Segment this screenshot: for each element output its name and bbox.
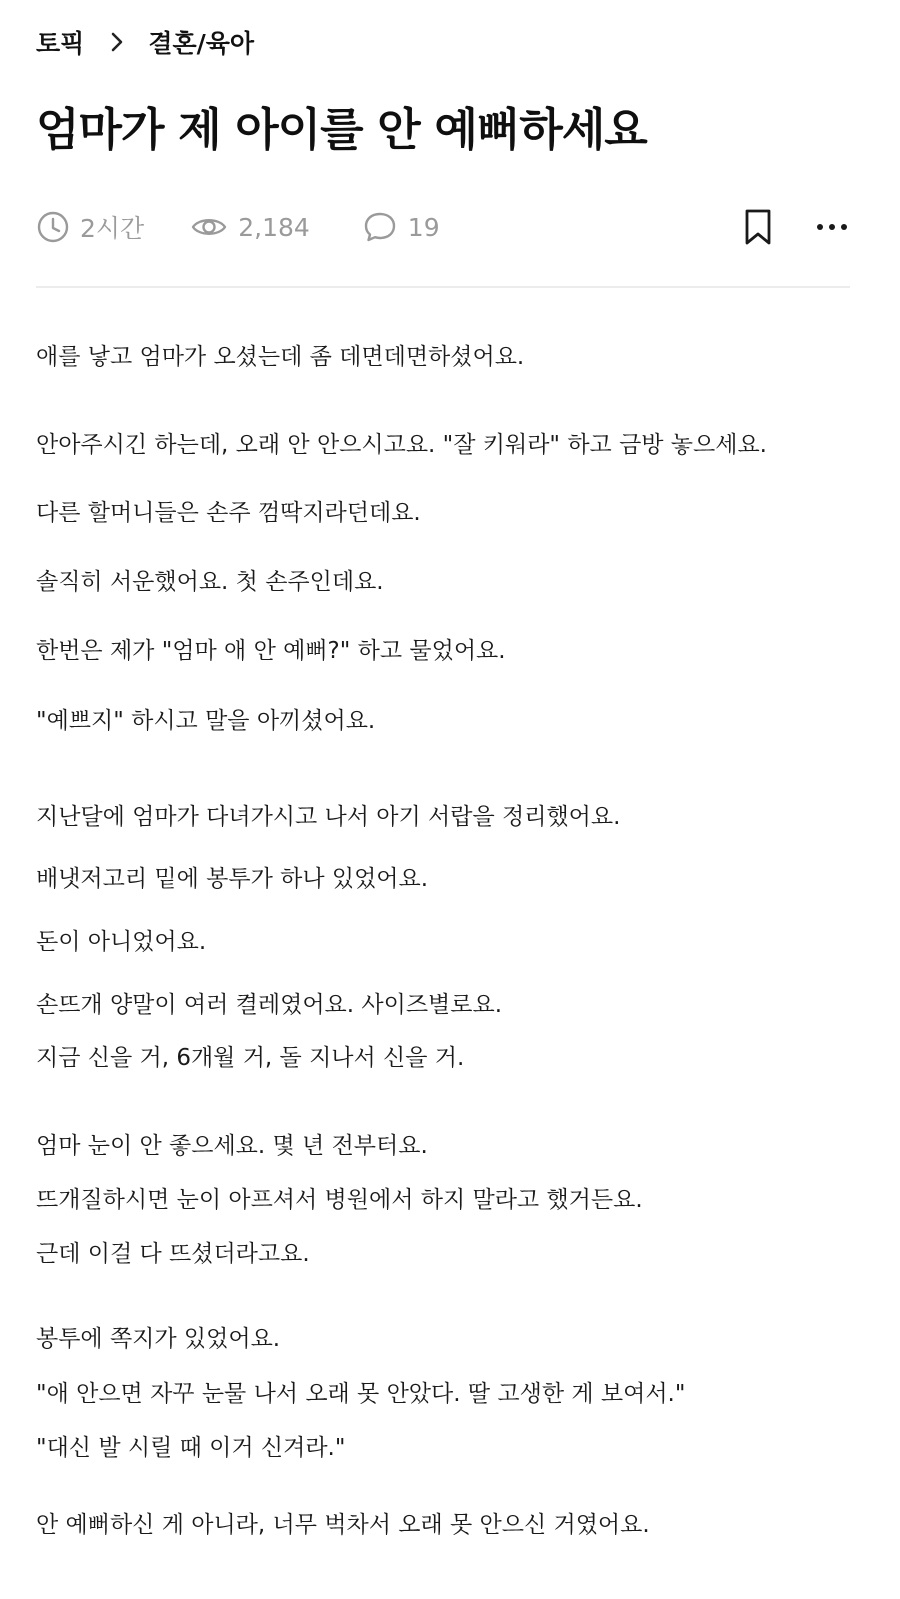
post-views	[190, 210, 310, 244]
body-line: 근데 이걸 다 뜨셨더라고요.	[36, 1241, 310, 1267]
comments-value: 19	[407, 212, 440, 242]
more-dots-icon	[816, 222, 848, 232]
body-line: 뜨개질하시면 눈이 아프셔서 병원에서 하지 말라고 했거든요.	[36, 1187, 643, 1213]
chevron-right-icon	[110, 31, 124, 53]
body-line: 솔직히 서운했어요. 첫 손주인데요.	[36, 569, 384, 595]
page-title: 엄마가 제 아이를 안 예뻐하세요	[36, 103, 647, 156]
speech-bubble-icon	[362, 210, 398, 244]
bookmark-button[interactable]	[740, 207, 776, 247]
divider	[36, 286, 850, 288]
body-line: 돈이 아니었어요.	[36, 929, 207, 955]
breadcrumb	[36, 22, 254, 62]
body-line: 한번은 제가 "엄마 애 안 예뻐?" 하고 물었어요.	[36, 638, 506, 664]
post-meta	[36, 204, 850, 250]
body-line: 애를 낳고 엄마가 오셨는데 좀 데면데면하셨어요.	[36, 344, 525, 370]
eye-icon	[190, 210, 228, 244]
breadcrumb-category[interactable]: 결혼/육아	[148, 29, 255, 58]
body-line: 봉투에 쪽지가 있었어요.	[36, 1326, 281, 1352]
breadcrumb-topic[interactable]: 토픽	[36, 29, 85, 58]
post-time	[36, 209, 144, 245]
body-line: 지금 신을 거, 6개월 거, 돌 지나서 신을 거.	[36, 1045, 465, 1071]
body-line: "애 안으면 자꾸 눈물 나서 오래 못 안았다. 딸 고생한 게 보여서."	[36, 1381, 686, 1407]
post-comments	[362, 210, 440, 244]
more-button[interactable]	[814, 207, 850, 247]
body-line: 다른 할머니들은 손주 껌딱지라던데요.	[36, 500, 421, 526]
body-line: "대신 발 시릴 때 이거 신겨라."	[36, 1435, 346, 1461]
body-line: 엄마 눈이 안 좋으세요. 몇 년 전부터요.	[36, 1133, 428, 1159]
clock-icon	[36, 210, 70, 244]
body-line: "예쁘지" 하시고 말을 아끼셨어요.	[36, 708, 376, 734]
body-line: 안 예뻐하신 게 아니라, 너무 벅차서 오래 못 안으신 거였어요.	[36, 1512, 650, 1538]
bookmark-icon	[743, 208, 773, 246]
time-value: 2시간	[80, 214, 145, 243]
body-line: 안아주시긴 하는데, 오래 안 안으시고요. "잘 키워라" 하고 금방 놓으세요.	[36, 432, 767, 458]
body-line: 배냇저고리 밑에 봉투가 하나 있었어요.	[36, 866, 429, 892]
views-value: 2,184	[238, 212, 310, 242]
body-line: 지난달에 엄마가 다녀가시고 나서 아기 서랍을 정리했어요.	[36, 804, 621, 830]
body-line: 손뜨개 양말이 여러 켤레였어요. 사이즈별로요.	[36, 992, 503, 1018]
